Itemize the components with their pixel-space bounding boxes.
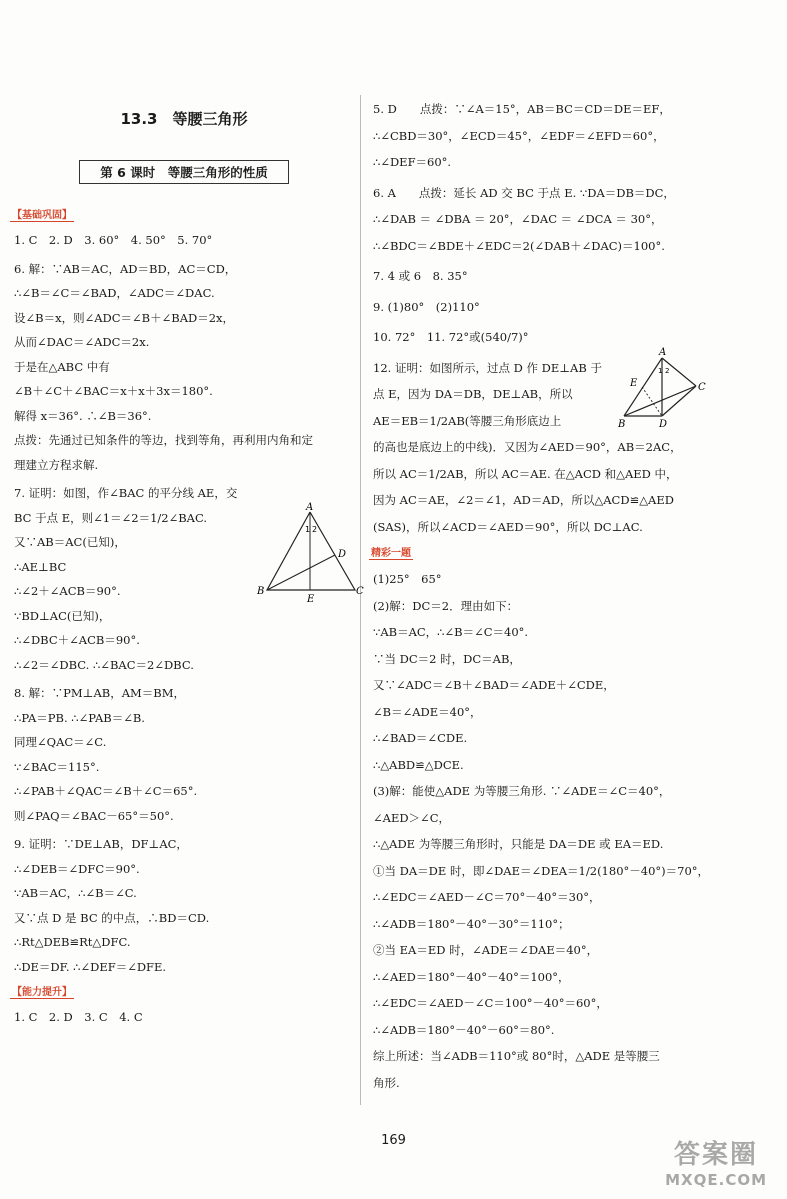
- fig12-label-1: 1: [658, 367, 663, 375]
- answer-line: (1)25° 65°: [373, 572, 442, 586]
- answer-line: ∴∠EDC＝∠AED－∠C＝70°－40°＝30°，: [373, 890, 601, 904]
- answer-line: ∴△ABD≌△DCE.: [373, 757, 464, 772]
- tag-basic: 【基础巩固】: [10, 206, 74, 222]
- right-answers-a: [373, 96, 773, 540]
- answer-line: 9. (1)80° (2)110°: [373, 299, 480, 314]
- answer-line: ∴AE⊥BC: [14, 559, 67, 574]
- answer-line: ∴∠CBD＝30°，∠ECD＝45°，∠EDF＝∠EFD＝60°，: [373, 128, 665, 143]
- answer-line: ∴∠ADB＝180°－40°－30°＝110°；: [373, 916, 570, 931]
- answer-line: (3)解：能使△ADE 为等腰三角形. ∵∠ADE＝∠C＝40°，: [373, 784, 671, 798]
- answer-line: ①当 DA＝DE 时，即∠DAE＝∠DEA＝1/2(180°－40°)＝70°，: [373, 863, 710, 878]
- answer-line: ∵AB＝AC，∴∠B＝∠C＝40°.: [373, 625, 529, 639]
- triangle-figure-q7: [255, 500, 365, 605]
- answer-line: 6. 解：∵AB＝AC，AD＝BD，AC＝CD，: [14, 261, 237, 276]
- answer-line: 又∵点 D 是 BC 的中点，∴BD＝CD.: [14, 910, 210, 925]
- fig12-label-a: A: [659, 347, 667, 358]
- fig7-label-b: B: [257, 586, 265, 597]
- answer-line: 因为 AC＝AE，∠2＝∠1，AD＝AD，所以△ACD≌△AED: [373, 493, 674, 507]
- answer-line: 解得 x＝36°. ∴∠B＝36°.: [14, 408, 152, 423]
- answer-line: ∴∠DEB＝∠DFC＝90°.: [14, 861, 140, 876]
- answer-line: ∴Rt△DEB≌Rt△DFC.: [14, 935, 131, 949]
- fig12-label-d: D: [659, 419, 668, 430]
- answer-line: ∴∠EDC＝∠AED－∠C＝100°－40°＝60°，: [373, 996, 608, 1010]
- answer-line: ∵BD⊥AC(已知)，: [14, 608, 111, 623]
- fig7-label-c: C: [356, 586, 364, 597]
- fig7-label-e: E: [307, 594, 315, 605]
- answer-line: ∴△ADE 为等腰三角形时，只能是 DA＝DE 或 EA＝ED.: [373, 837, 664, 851]
- answer-line: ∠B＋∠C＋∠BAC＝x＋x＋3x＝180°.: [14, 384, 213, 398]
- triangle-figure-q12: [610, 344, 720, 430]
- answer-line: 12. 证明：如图所示，过点 D 作 DE⊥AB 于: [373, 360, 602, 375]
- answer-line: ∴∠AED＝180°－40°－40°＝100°，: [373, 969, 570, 984]
- answer-line: 的高也是底边上的中线)．又因为∠AED＝90°，AB＝2AC，: [373, 440, 682, 454]
- answer-line: ∵AB＝AC，∴∠B＝∠C.: [14, 886, 137, 900]
- answer-line: ∵当 DC＝2 时，DC＝AB，: [373, 651, 521, 666]
- answer-line: BC 于点 E，则∠1＝∠2＝1/2∠BAC.: [14, 510, 208, 525]
- fig7-label-1: 1: [305, 525, 311, 534]
- answer-line: 7. 证明：如图，作∠BAC 的平分线 AE，交: [14, 486, 238, 500]
- fig7-label-a: A: [306, 502, 314, 513]
- tag-excellent: 精彩一题: [369, 544, 413, 560]
- answer-line: 从而∠DAC＝∠ADC＝2x.: [14, 335, 150, 349]
- tag-ability: 【能力提升】: [10, 983, 74, 999]
- fig12-label-e: E: [630, 378, 638, 389]
- watermark-top: 答案圈: [674, 1140, 759, 1170]
- answer-line: ∴∠DBC＋∠ACB＝90°.: [14, 633, 140, 647]
- answer-line: 点拨：先通过已知条件的等边，找到等角，再利用内角和定: [14, 433, 313, 447]
- answer-line: 又∵∠ADC＝∠B＋∠BAD＝∠ADE＋∠CDE，: [373, 678, 615, 692]
- answer-line: ∴∠PAB＋∠QAC＝∠B＋∠C＝65°.: [14, 784, 198, 798]
- answer-line: ∴∠BAD＝∠CDE.: [373, 731, 468, 745]
- answer-line: 1. C 2. D 3. 60° 4. 50° 5. 70°: [14, 233, 213, 247]
- answer-line: 6. A 点拨：延长 AD 交 BC 于点 E. ∵DA＝DB＝DC，: [373, 185, 675, 200]
- answer-line: ∴∠2＋∠ACB＝90°.: [14, 584, 121, 598]
- answer-line: 综上所述：当∠ADB＝110°或 80°时，△ADE 是等腰三: [373, 1049, 660, 1063]
- answer-line: ∵∠BAC＝115°.: [14, 759, 100, 774]
- answer-line: ∠B＝∠ADE＝40°，: [373, 704, 482, 719]
- answer-line: 同理∠QAC＝∠C.: [14, 735, 107, 749]
- answer-line: 角形.: [373, 1075, 400, 1090]
- fig12-label-c: C: [698, 382, 706, 393]
- answer-line: ∴DE＝DF. ∴∠DEF＝∠DFE.: [14, 959, 167, 974]
- answer-line: ∴∠DAB ＝ ∠DBA ＝ 20°，∠DAC ＝ ∠DCA ＝ 30°，: [373, 212, 663, 226]
- right-answers-b: [373, 566, 773, 1096]
- answer-line: 理建立方程求解.: [14, 457, 99, 472]
- watermark-bottom: MXQE.COM: [665, 1171, 767, 1189]
- answer-line: 设∠B＝x，则∠ADC＝∠B＋∠BAD＝2x，: [14, 310, 235, 325]
- answer-line: 点 E，因为 DA＝DB，DE⊥AB，所以: [373, 387, 573, 401]
- fig12-label-b: B: [618, 419, 626, 430]
- answer-line: ∴∠2＝∠DBC. ∴∠BAC＝2∠DBC.: [14, 657, 194, 672]
- answer-line: 又∵AB＝AC(已知)，: [14, 535, 126, 549]
- answer-line: 7. 4 或 6 8. 35°: [373, 269, 468, 283]
- answer-line: 8. 解：∵PM⊥AB，AM＝BM，: [14, 686, 186, 700]
- right-column: [373, 96, 773, 1096]
- answer-line: 所以 AC＝1/2AB，所以 AC＝AE. 在△ACD 和△AED 中，: [373, 466, 678, 481]
- lesson-box: 第 6 课时 等腰三角形的性质: [79, 160, 289, 184]
- fig7-label-d: D: [338, 549, 347, 560]
- answer-line: (SAS)，所以∠ACD＝∠AED＝90°，所以 DC⊥AC.: [373, 519, 643, 534]
- answer-line: ∴∠DEF＝60°.: [373, 155, 452, 169]
- section-title: 13.3 等腰三角形: [120, 110, 248, 128]
- answer-line: (2)解：DC＝2．理由如下：: [373, 598, 519, 613]
- answer-line: AE＝EB＝1/2AB(等腰三角形底边上: [373, 413, 562, 428]
- answer-line: ∴∠ADB＝180°－40°－60°＝80°.: [373, 1022, 555, 1037]
- watermark-logo: [665, 1134, 767, 1189]
- answer-line: ∠AED＞∠C，: [373, 810, 450, 825]
- ability-answers: 1. C 2. D 3. C 4. C: [14, 1010, 143, 1024]
- answer-line: 9. 证明：∵DE⊥AB，DF⊥AC，: [14, 837, 188, 851]
- answer-line: ②当 EA＝ED 时，∠ADE＝∠DAE＝40°，: [373, 943, 599, 957]
- fig7-label-2: 2: [312, 525, 318, 534]
- answer-line: 5. D 点拨：∵∠A＝15°，AB＝BC＝CD＝DE＝EF，: [373, 102, 671, 116]
- answer-line: 则∠PAQ＝∠BAC－65°＝50°.: [14, 808, 174, 823]
- answer-line: ∴PA＝PB. ∴∠PAB＝∠B.: [14, 710, 145, 725]
- answer-line: ∴∠B＝∠C＝∠BAD，∠ADC＝∠DAC.: [14, 286, 215, 300]
- page-number: 169: [381, 1133, 406, 1148]
- fig12-label-2: 2: [665, 367, 670, 375]
- answer-line: ∴∠BDC＝∠BDE＋∠EDC＝2(∠DAB＋∠DAC)＝100°.: [373, 238, 665, 253]
- answer-line: 10. 72° 11. 72°或(540/7)°: [373, 330, 529, 344]
- answer-line: 于是在△ABC 中有: [14, 359, 110, 374]
